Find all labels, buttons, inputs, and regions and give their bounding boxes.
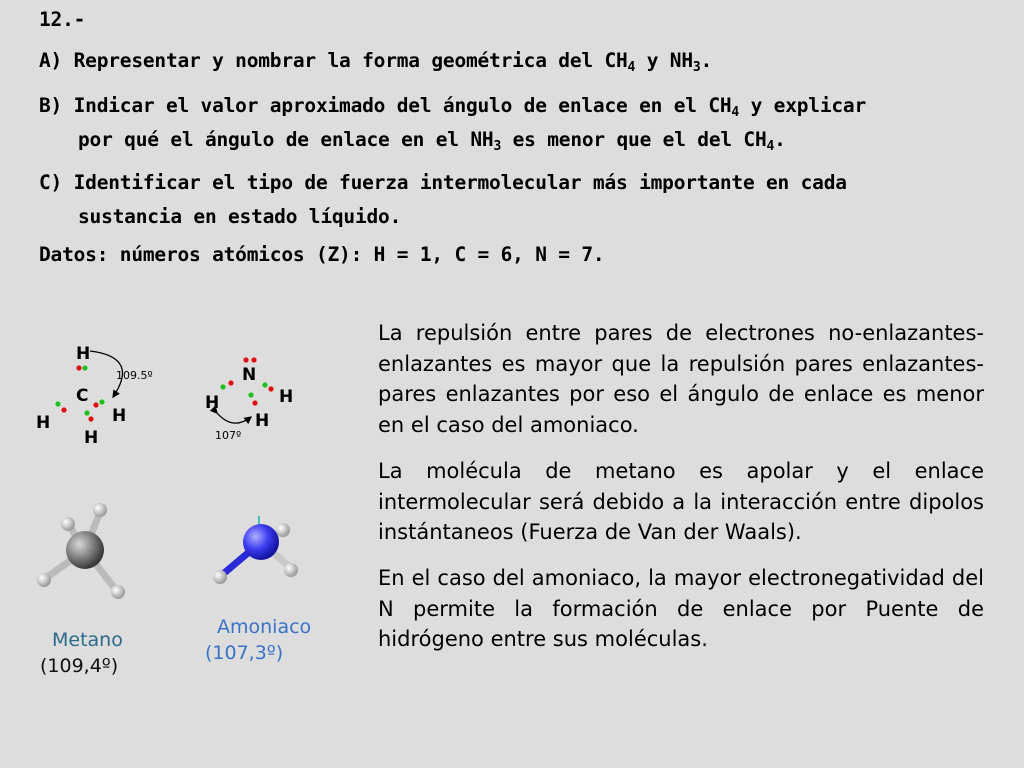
question-number: 12.- <box>39 8 86 31</box>
ammonia-caption-angle: (107,3º) <box>205 642 284 664</box>
answer-paragraph-ammonia: En el caso del amoniaco, la mayor electronegatividad del N permite la formación de enlace por Puente de hidrógeno entre sus moléculas. <box>378 566 984 651</box>
ammonia-caption-name: Amoniaco <box>217 616 312 638</box>
methane-carbon: C <box>76 386 89 406</box>
answer-paragraph-methane: La molécula de metano es apolar y el enlace intermolecular será debido a la interacción entre dipolos instántaneos (Fuerza de Van der Waals). <box>378 459 984 544</box>
methane-caption-angle: (109,4º) <box>40 655 119 677</box>
methane-h-right: H <box>112 406 127 426</box>
answer-paragraph-angle: La repulsión entre pares de electrones no-enlazantes-enlazantes es mayor que la repulsión pares enlazantes-pares enlazantes por eso el ángulo de enlace es menor en el caso del amoniaco. <box>378 321 984 437</box>
ammonia-h-left: H <box>205 393 220 413</box>
methane-ball-model <box>30 500 140 610</box>
ammonia-h-right: H <box>279 387 294 407</box>
methane-caption <box>40 627 123 679</box>
question-part-a: A) Representar y nombrar la forma geométrica del $CH_4$ y $NH_3$. <box>39 49 713 75</box>
ammonia-h-bottom: H <box>255 411 270 431</box>
ammonia-caption <box>205 614 311 666</box>
ammonia-nitrogen: N <box>242 365 257 385</box>
ammonia-lone-pair <box>243 357 256 362</box>
ammonia-angle-arrow <box>217 413 251 423</box>
methane-lewis-structure <box>30 335 200 450</box>
methane-h-top: H <box>76 344 91 364</box>
ammonia-angle-label: 107º <box>215 429 242 442</box>
methane-caption-name: Metano <box>52 629 123 651</box>
question-part-b: B) Indicar el valor aproximado del ángulo de enlace en el $CH_4$ y explicar por qué el ángulo de enlace en el $NH_3$ es menor que el del $CH_4$. <box>39 94 866 154</box>
question-part-c: C) Identificar el tipo de fuerza intermolecular más importante en cada sustancia en estado líquido. <box>39 171 847 228</box>
methane-angle-label: 109.5º <box>116 369 153 382</box>
ammonia-ball-model <box>205 508 315 598</box>
ammonia-lewis-structure <box>195 345 315 445</box>
methane-h-bottom: H <box>84 428 99 448</box>
methane-h-left: H <box>36 413 51 433</box>
question-data: Datos: números atómicos (Z): H = 1, C = 6, N = 7. <box>39 243 605 266</box>
